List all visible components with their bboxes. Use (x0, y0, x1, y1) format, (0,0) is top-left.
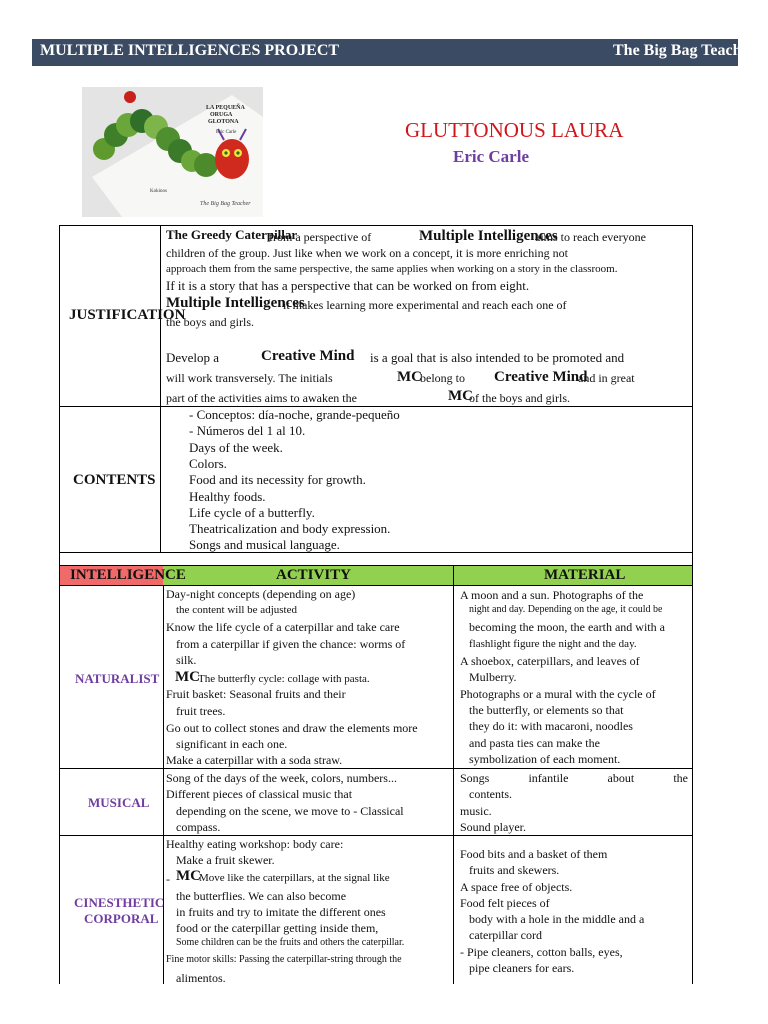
justification-fragment: Develop a (166, 350, 220, 365)
mc-initials: MC (176, 868, 201, 884)
contents-item: Food and its necessity for growth. (189, 472, 366, 487)
activity-line: fruit trees. (176, 704, 226, 718)
material-line: - Pipe cleaners, cotton balls, eyes, (460, 945, 623, 959)
justification-fragment: from a perspective of (269, 230, 372, 244)
justification-label: JUSTIFICATION (69, 307, 186, 323)
activity-line: Fine motor skills: Passing the caterpillar-string through the (166, 954, 402, 965)
intelligence-kinesthetic: CINESTHETIC (74, 895, 165, 910)
activity-line: silk. (176, 653, 197, 667)
activity-line: Day-night concepts (depending on age) (166, 587, 356, 601)
activity-line: compass. (176, 820, 221, 834)
material-line: night and day. Depending on the age, it could be (469, 604, 663, 615)
justification-fragment: and in great (578, 371, 635, 385)
mc-initials: MC (175, 669, 200, 685)
activity-line: in fruits and try to imitate the different ones (176, 905, 386, 919)
activity-line: Different pieces of classical music that (166, 787, 353, 801)
activity-line: Healthy eating workshop: body care: (166, 837, 344, 851)
activity-line: - (166, 872, 170, 886)
material-line: A space free of objects. (460, 880, 573, 894)
book-name: The Greedy Caterpillar (166, 227, 298, 242)
material-line: the butterfly, or elements so that (469, 703, 624, 717)
multiple-intelligences-term: Multiple Intelligences (419, 228, 558, 244)
contents-item: Colors. (189, 456, 227, 471)
contents-label: CONTENTS (73, 472, 156, 488)
activity-line: Fruit basket: Seasonal fruits and their (166, 687, 346, 701)
justification-line: If it is a story that has a perspective that can be worked on from eight. (166, 278, 530, 293)
activity-line: Song of the days of the week, colors, numbers... (166, 771, 397, 785)
contents-item: Theatricalization and body expression. (189, 521, 391, 536)
activity-line: Make a caterpillar with a soda straw. (166, 753, 343, 767)
material-line: contents. (469, 787, 512, 801)
justification-fragment: will work transversely. The initials (166, 371, 333, 385)
material-line: becoming the moon, the earth and with a (469, 620, 665, 634)
justification-fragment: of the boys and girls. (469, 391, 570, 405)
justification-fragment: belong to (420, 371, 465, 385)
mc-initials: MC (397, 369, 422, 385)
multiple-intelligences-term: Multiple Intelligences (166, 295, 305, 311)
material-line: and pasta ties can make the (469, 736, 600, 750)
contents-item: Days of the week. (189, 440, 283, 455)
material-line: A shoebox, caterpillars, and leaves of (460, 654, 640, 668)
activity-line: significant in each one. (176, 737, 288, 751)
intelligence-musical: MUSICAL (88, 795, 150, 810)
activity-line: Know the life cycle of a caterpillar and take care (166, 620, 400, 634)
activity-line: Go out to collect stones and draw the elements more (166, 721, 418, 735)
activity-line: alimentos. (176, 971, 226, 985)
justification-line: the boys and girls. (166, 315, 254, 329)
watermark: The Big Bag Teacher (200, 201, 251, 207)
activity-line: The butterfly cycle: collage with pasta. (198, 673, 370, 685)
contents-item: - Números del 1 al 10. (189, 423, 306, 438)
mc-initials: MC (448, 388, 473, 404)
book-author: Eric Carle (216, 130, 237, 135)
material-line: Sound player. (460, 820, 526, 834)
activity-line: depending on the scene, we move to - Classical (176, 804, 404, 818)
book-title-line-1: LA PEQUEÑA (206, 105, 245, 111)
contents-item: - Conceptos: día-noche, grande-pequeño (189, 407, 400, 422)
justification-fragment: aims to reach everyone (535, 230, 646, 244)
contents-item: Life cycle of a butterfly. (189, 505, 315, 520)
project-title: MULTIPLE INTELLIGENCES PROJECT (40, 42, 340, 59)
material-line: Mulberry. (469, 670, 517, 684)
activity-line: from a caterpillar if given the chance: worms of (176, 637, 406, 651)
material-column-header: MATERIAL (544, 567, 626, 583)
material-line: music. (460, 804, 492, 818)
material-line: pipe cleaners for ears. (469, 961, 575, 975)
material-line: flashlight figure the night and the day. (469, 638, 637, 650)
creative-mind-term: Creative Mind (494, 369, 588, 385)
justification-line: approach them from the same perspective, the same applies when working on a story in the classroom. (166, 263, 618, 275)
material-line: Food bits and a basket of them (460, 847, 608, 861)
activity-line: Make a fruit skewer. (176, 853, 275, 867)
justification-fragment: part of the activities aims to awaken the (166, 391, 357, 405)
activity-column-header: ACTIVITY (276, 567, 352, 583)
material-line: A moon and a sun. Photographs of the (460, 588, 644, 602)
creative-mind-term: Creative Mind (261, 348, 355, 364)
contents-item: Healthy foods. (189, 489, 266, 504)
book-title-line-3: GLOTONA (208, 119, 239, 125)
material-line: caterpillar cord (469, 928, 542, 942)
site-name: The Big Bag Teacher (613, 42, 756, 59)
material-line: Food felt pieces of (460, 896, 550, 910)
material-line: Songs infantile about the (460, 771, 688, 785)
book-title-line-2: ORUGA (210, 112, 233, 118)
story-author: Eric Carle (453, 147, 529, 166)
material-line: fruits and skewers. (469, 863, 560, 877)
activity-line: the butterflies. We can also become (176, 889, 347, 903)
book-publisher: Kokinos (150, 189, 167, 194)
justification-line: children of the group. Just like when we work on a concept, it is more enriching not (166, 246, 568, 260)
activity-line: the content will be adjusted (176, 604, 297, 616)
justification-fragment: is a goal that is also intended to be promoted and (370, 350, 625, 365)
activity-line: food or the caterpillar getting inside them, (176, 921, 379, 935)
intelligence-column-header: INTELLIGENCE (70, 567, 186, 583)
justification-fragment: it makes learning more experimental and reach each one of (283, 298, 567, 312)
material-line: they do it: with macaroni, noodles (469, 719, 633, 733)
material-line: body with a hole in the middle and a (469, 912, 645, 926)
intelligence-kinesthetic-sub: CORPORAL (84, 911, 159, 926)
intelligence-naturalist: NATURALIST (75, 671, 160, 686)
contents-item: Songs and musical language. (189, 537, 340, 552)
activity-line: Move like the caterpillars, at the signal like (199, 872, 390, 884)
activity-line: Some children can be the fruits and others the caterpillar. (176, 937, 405, 948)
story-title: GLUTTONOUS LAURA (405, 118, 624, 142)
material-line: symbolization of each moment. (469, 752, 621, 766)
material-line: Photographs or a mural with the cycle of (460, 687, 656, 701)
